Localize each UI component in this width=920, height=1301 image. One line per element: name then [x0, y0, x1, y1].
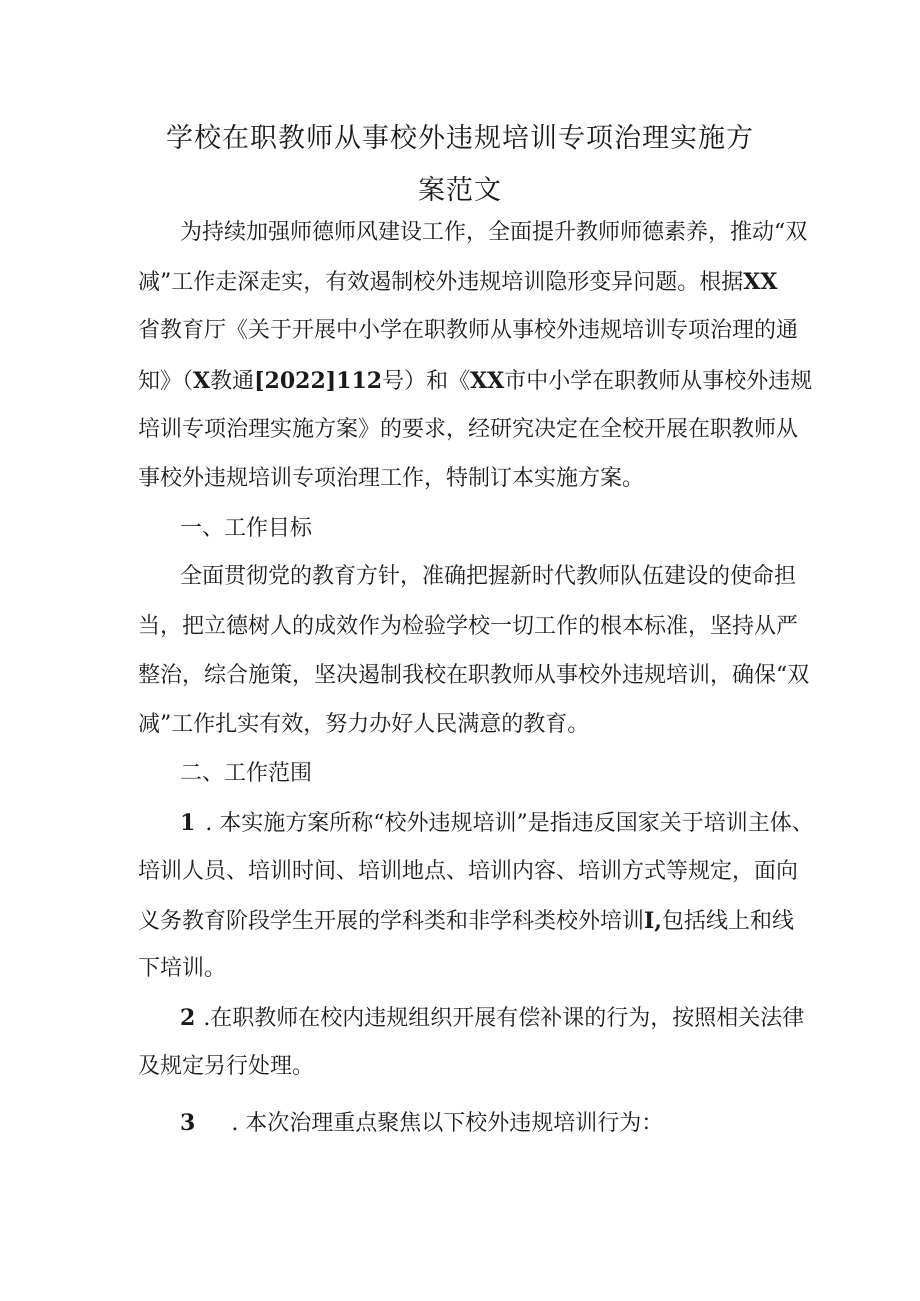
intro-line-4-mid: 号）和《: [382, 369, 471, 394]
item-1-line-1: [180, 808, 814, 839]
intro-doc-type: 教通: [210, 369, 255, 394]
intro-line-4-end: 市中小学在职教师从事校外违规: [504, 369, 813, 394]
intro-line-4: [138, 366, 812, 397]
section-1-line-2: 当，把立德树人的成效作为检验学校一切工作的根本标准，坚持从严: [138, 614, 799, 639]
item-2-line-1: [180, 1003, 804, 1034]
item-1-line-3-start: 义务教育阶段学生开展的学科类和非学科类校外培训: [138, 909, 645, 934]
intro-line-3: 省教育厅《关于开展中小学在职教师从事校外违规培训专项治理的通: [138, 318, 799, 343]
document-title-line-1: 学校在职教师从事校外违规培训专项治理实施方: [166, 123, 754, 154]
document-title-line-2: 案范文: [418, 175, 502, 206]
intro-line-5: 培训专项治理实施方案》的要求，经研究决定在全校开展在职教师从: [138, 417, 799, 442]
item-1-line-4: 下培训。: [138, 956, 227, 981]
item-1-number: 1: [180, 810, 196, 836]
item-1-line-3: [138, 906, 794, 937]
section-1-line-1: 全面贯彻党的教育方针，准确把握新时代教师队伍建设的使命担: [180, 564, 797, 589]
intro-line-2-text: 减”工作走深走实，有效遏制校外违规培训隐形变异问题。根据: [138, 270, 744, 295]
intro-province-code: XX: [743, 269, 778, 295]
item-3-number: 3: [180, 1110, 196, 1136]
intro-line-1: 为持续加强师德师风建设工作，全面提升教师师德素养，推动“双: [180, 220, 808, 245]
item-2-line-2: 及规定另行处理。: [138, 1054, 315, 1079]
item-2-text: .在职教师在校内违规组织开展有偿补课的行为，按照相关法律: [203, 1006, 805, 1031]
item-3-text: . 本次治理重点聚焦以下校外违规培训行为：: [231, 1111, 664, 1136]
item-1-stray-mark: I,: [644, 908, 662, 934]
item-1-line-2: 培训人员、培训时间、培训地点、培训内容、培训方式等规定，面向: [138, 859, 799, 884]
item-3-line-1: [180, 1108, 663, 1139]
section-1-line-4: 减”工作扎实有效，努力办好人民满意的教育。: [138, 712, 590, 737]
item-2-number: 2: [180, 1005, 196, 1031]
section-2-heading: 二、工作范围: [180, 761, 313, 786]
section-1-line-3: 整治，综合施策，坚决遏制我校在职教师从事校外违规培训，确保“双: [138, 663, 810, 688]
intro-line-2: [138, 267, 777, 298]
intro-line-6: 事校外违规培训专项治理工作，特制订本实施方案。: [138, 466, 645, 491]
intro-city-code: XX: [470, 368, 505, 394]
intro-doc-number: [2022]112: [254, 368, 383, 394]
item-1-line-3-end: 包括线上和线: [661, 909, 794, 934]
intro-doc-prefix: X: [193, 368, 211, 394]
item-1-text: . 本实施方案所称“校外违规培训”是指违反国家关于培训主体、: [205, 811, 814, 836]
intro-line-4-start: 知》（: [138, 369, 194, 394]
section-1-heading: 一、工作目标: [180, 516, 313, 541]
